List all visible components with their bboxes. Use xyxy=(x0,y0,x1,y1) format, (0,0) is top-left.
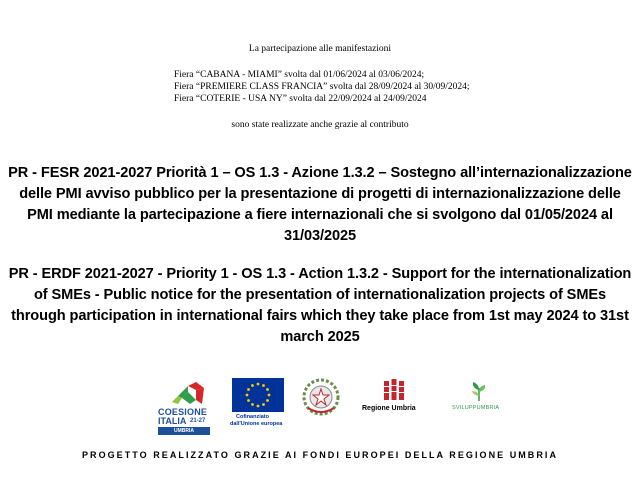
fair-item-premiere-class: Fiera “PREMIERE CLASS FRANCIA” svolta dal 28/09/2024 al 30/09/2024; xyxy=(174,82,470,92)
eu-line1: Cofinanziato xyxy=(236,414,269,420)
italian-republic-emblem xyxy=(302,378,342,418)
coesione-region-badge: UMBRIA xyxy=(158,427,210,435)
fair-item-cabana: Fiera “CABANA - MIAMI” svolta dal 01/06/2024 al 03/06/2024; xyxy=(174,70,425,80)
contribution-text: sono state realizzate anche grazie al contributo xyxy=(231,120,409,130)
coesione-line1: COESIONE xyxy=(158,407,208,417)
sviluppumbria-leaf-icon xyxy=(468,380,490,402)
eu-line2: dall'Unione europea xyxy=(230,421,283,427)
umbria-ceri-icon xyxy=(382,378,406,402)
republic-emblem-icon xyxy=(302,378,340,416)
program-english: PR - ERDF 2021-2027 - Priority 1 - OS 1.3 - Action 1.3.2 - Support for the internationalization of SMEs - Public notice for the presentation of internationalization projects of SMEs through participation in international fairs which they take place from 1st may 2024 to 31st march 2025 xyxy=(8,266,632,345)
intro-heading: La partecipazione alle manifestazioni xyxy=(248,44,392,54)
regione-umbria-logo xyxy=(360,378,430,418)
fair-list xyxy=(174,69,470,105)
eu-cofinanced-logo xyxy=(228,378,292,428)
sviluppumbria-logo xyxy=(448,380,508,420)
coesione-years: 21-27 xyxy=(190,418,206,424)
regione-umbria-label: Regione Umbria xyxy=(362,405,416,412)
sviluppumbria-label: SVILUPPUMBRIA xyxy=(452,405,500,411)
program-italian: PR - FESR 2021-2027 Priorità 1 – OS 1.3 - Azione 1.3.2 – Sostegno all’internazionalizzazione delle PMI avviso pubblico per la presentazione di progetti di internazionalizzazione delle PMI mediante la partecipazione a fiere internazionali che si svolgono dal 01/05/2024 al 31/03/2025 xyxy=(8,165,632,244)
coesione-line2: ITALIA xyxy=(158,416,187,426)
eu-flag-icon xyxy=(232,378,284,412)
fair-item-coterie: Fiera “COTERIE - USA NY” svolta dal 22/09/2024 al 24/09/2024 xyxy=(174,94,427,104)
footer-note: PROGETTO REALIZZATO GRAZIE AI FONDI EUROPEI DELLA REGIONE UMBRIA xyxy=(81,450,559,460)
coesione-mark-icon xyxy=(166,378,212,408)
coesione-italia-logo xyxy=(158,378,218,438)
